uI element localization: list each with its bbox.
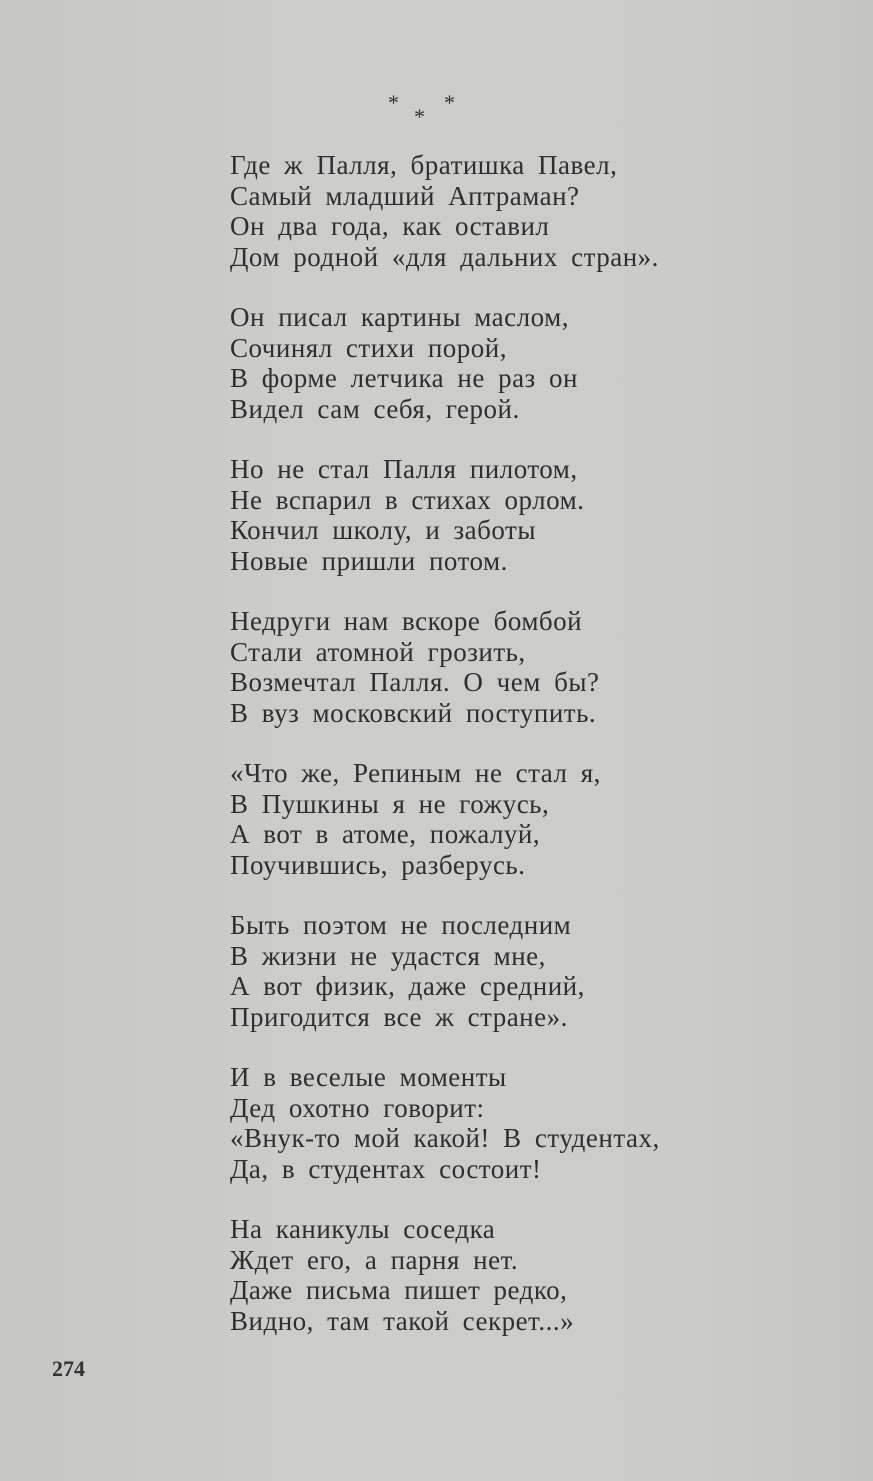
poem-line: Не вспарил в стихах орлом. — [230, 484, 585, 515]
page-number: 274 — [52, 1356, 85, 1381]
poem-line: Сочинял стихи порой, — [230, 332, 508, 363]
poem-line: «Что же, Репиным не стал я, — [230, 758, 601, 788]
poem-line: Он писал картины маслом, — [230, 302, 569, 332]
asterisk-left: * — [388, 90, 399, 115]
poem-line: Стали атомной грозить, — [230, 636, 526, 667]
stanza-8 — [230, 1214, 850, 1336]
poem-line: «Внук-то мой какой! В студентах, — [230, 1123, 660, 1153]
poem-line: Новые пришли потом. — [230, 545, 508, 576]
stanza-1 — [230, 150, 850, 272]
poem-line: А вот в атоме, пожалуй, — [230, 819, 541, 849]
poem-line: Поучившись, разберусь. — [230, 849, 526, 880]
stanza-5 — [230, 758, 850, 880]
poem-line: Где ж Палля, братишка Павел, — [230, 150, 618, 180]
stanza-3 — [230, 454, 850, 576]
stanza-4 — [230, 606, 850, 728]
poem-line: В Пушкины я не гожусь, — [230, 788, 550, 819]
poem-line: Видно, там такой секрет...» — [230, 1305, 575, 1336]
poem-line: И в веселые моменты — [230, 1062, 507, 1092]
poem-body — [230, 150, 850, 1366]
poem-line: Кончил школу, и заботы — [230, 515, 536, 545]
poem-line: Пригодится все ж стране». — [230, 1001, 568, 1032]
poem-line: В жизни не удастся мне, — [230, 940, 546, 971]
poem-line: На каникулы соседка — [230, 1214, 496, 1244]
poem-line: Возмечтал Палля. О чем бы? — [230, 667, 600, 697]
poem-line: В форме летчика не раз он — [230, 363, 578, 393]
poem-line: Дед охотно говорит: — [230, 1092, 485, 1123]
asterisk-right: * — [444, 90, 455, 115]
asterism-ornament — [380, 90, 470, 130]
poem-line: Дом родной «для дальних стран». — [230, 241, 659, 272]
stanza-2 — [230, 302, 850, 424]
poem-line: Быть поэтом не последним — [230, 910, 572, 940]
poem-line: Даже письма пишет редко, — [230, 1275, 568, 1305]
poem-line: Ждет его, а парня нет. — [230, 1244, 519, 1275]
poem-line: Но не стал Палля пилотом, — [230, 454, 578, 484]
poem-line: А вот физик, даже средний, — [230, 971, 585, 1001]
poem-line: Он два года, как оставил — [230, 211, 550, 241]
poem-line: Недруги нам вскоре бомбой — [230, 606, 583, 636]
stanza-6 — [230, 910, 850, 1032]
asterisk-center: * — [414, 104, 425, 129]
poem-line: В вуз московский поступить. — [230, 697, 597, 728]
poem-line: Да, в студентах состоит! — [230, 1153, 542, 1184]
stanza-7 — [230, 1062, 850, 1184]
poem-line: Видел сам себя, герой. — [230, 393, 520, 424]
poem-line: Самый младший Аптраман? — [230, 180, 580, 211]
